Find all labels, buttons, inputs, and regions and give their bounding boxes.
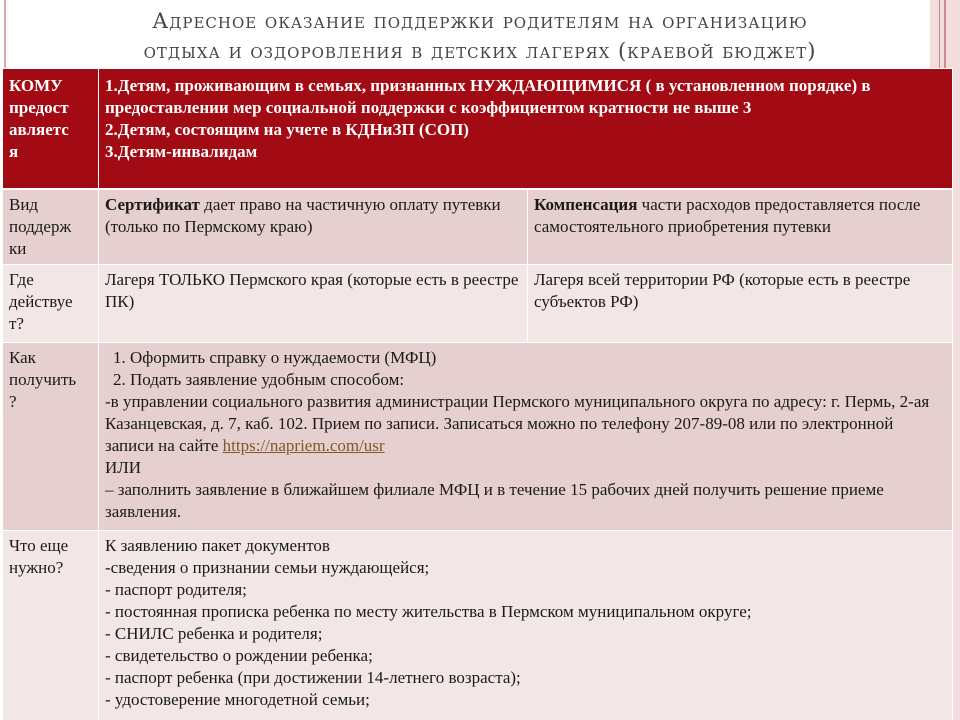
label-line: ки xyxy=(9,238,27,258)
or-separator: ИЛИ xyxy=(105,458,142,477)
label-line: Где xyxy=(9,270,34,289)
certificate-description: дает право на частичную оплату путевки (только по Пермскому краю) xyxy=(105,194,501,236)
page-title-line-1: Адресное оказание поддержки родителям на организацию xyxy=(152,9,808,33)
label-line: действуе xyxy=(9,292,73,311)
label-line: нужно? xyxy=(9,558,64,577)
documents-content xyxy=(99,531,953,720)
certificate-term: Сертификат xyxy=(105,194,200,214)
label-line: получить xyxy=(9,370,77,389)
page-title-line-2: отдыха и оздоровления в детских лагерях (краевой бюджет) xyxy=(143,39,817,63)
compensation-cell xyxy=(528,189,953,265)
support-info-table xyxy=(2,68,953,720)
row-recipients xyxy=(3,69,953,189)
row-how-to-get-label xyxy=(3,343,99,531)
step-2: 2. Подать заявление удобным способом: xyxy=(113,370,405,389)
step-1: 1. Оформить справку о нуждаемости (МФЦ) xyxy=(113,348,437,367)
label-line: КОМУ xyxy=(9,76,63,95)
row-how-to-get xyxy=(3,343,953,531)
document-item: - паспорт ребенка (при достижении 14-летнего возраста); xyxy=(105,668,521,687)
label-line: поддерж xyxy=(9,216,72,236)
recipient-item-1: 1.Детям, проживающим в семьях, признанных НУЖДАЮЩИМИСЯ ( в установленном порядке) в предоставлении мер социальной поддержки с коэффициентом кратности не выше 3 xyxy=(105,76,871,117)
compensation-term: Компенсация xyxy=(534,194,638,214)
document-item: - СНИЛС ребенка и родителя; xyxy=(105,624,323,643)
how-to-get-content xyxy=(99,343,953,531)
label-line: Как xyxy=(9,348,36,367)
recipient-item-3: 3.Детям-инвалидам xyxy=(105,142,258,161)
row-documents-label xyxy=(3,531,99,720)
label-line: т? xyxy=(9,314,24,333)
where-compensation-cell: Лагеря всей территории РФ (которые есть в реестре субъектов РФ) xyxy=(528,265,953,343)
napriem-link[interactable]: https://napriem.com/usr xyxy=(222,436,385,455)
compensation-description: части расходов предоставляется после самостоятельного приобретения путевки xyxy=(534,194,921,236)
row-documents xyxy=(3,531,953,720)
row-recipients-content xyxy=(99,69,953,189)
decorative-left-line xyxy=(4,0,6,70)
row-support-type-label xyxy=(3,189,99,265)
page-title xyxy=(40,6,920,66)
label-line: ? xyxy=(9,392,17,411)
document-item: -сведения о признании семьи нуждающейся; xyxy=(105,558,430,577)
label-line: Вид xyxy=(9,194,39,214)
apply-mfc-text: – заполнить заявление в ближайшем филиале МФЦ и в течение 15 рабочих дней получить решение приеме заявления. xyxy=(105,480,884,521)
document-item: - паспорт родителя; xyxy=(105,580,247,599)
documents-intro: К заявлению пакет документов xyxy=(105,536,330,555)
row-support-type xyxy=(3,189,953,265)
apply-in-person-text xyxy=(105,391,946,457)
apply-in-person-description: -в управлении социального развития администрации Пермского муниципального округа по адресу: г. Пермь, 2-ая Казанцевская, д. 7, каб. 102. Прием по записи. Записаться можно по телефону 207-89-08 или по электронной записи на сайте xyxy=(105,392,930,455)
label-line: Что еще xyxy=(9,536,69,555)
document-item: - свидетельство о рождении ребенка; xyxy=(105,646,373,665)
where-certificate-cell: Лагеря ТОЛЬКО Пермского края (которые есть в реестре ПК) xyxy=(99,265,528,343)
document-item: - удостоверение многодетной семьи; xyxy=(105,690,370,709)
row-recipients-label xyxy=(3,69,99,189)
label-line: авляетс xyxy=(9,120,69,139)
document-item: - постоянная прописка ребенка по месту жительства в Пермском муниципальном округе; xyxy=(105,602,752,621)
certificate-cell xyxy=(99,189,528,265)
label-line: я xyxy=(9,142,19,161)
row-where-label xyxy=(3,265,99,343)
recipient-item-2: 2.Детям, состоящим на учете в КДНиЗП (СОП) xyxy=(105,120,469,139)
row-where xyxy=(3,265,953,343)
label-line: предост xyxy=(9,98,69,117)
